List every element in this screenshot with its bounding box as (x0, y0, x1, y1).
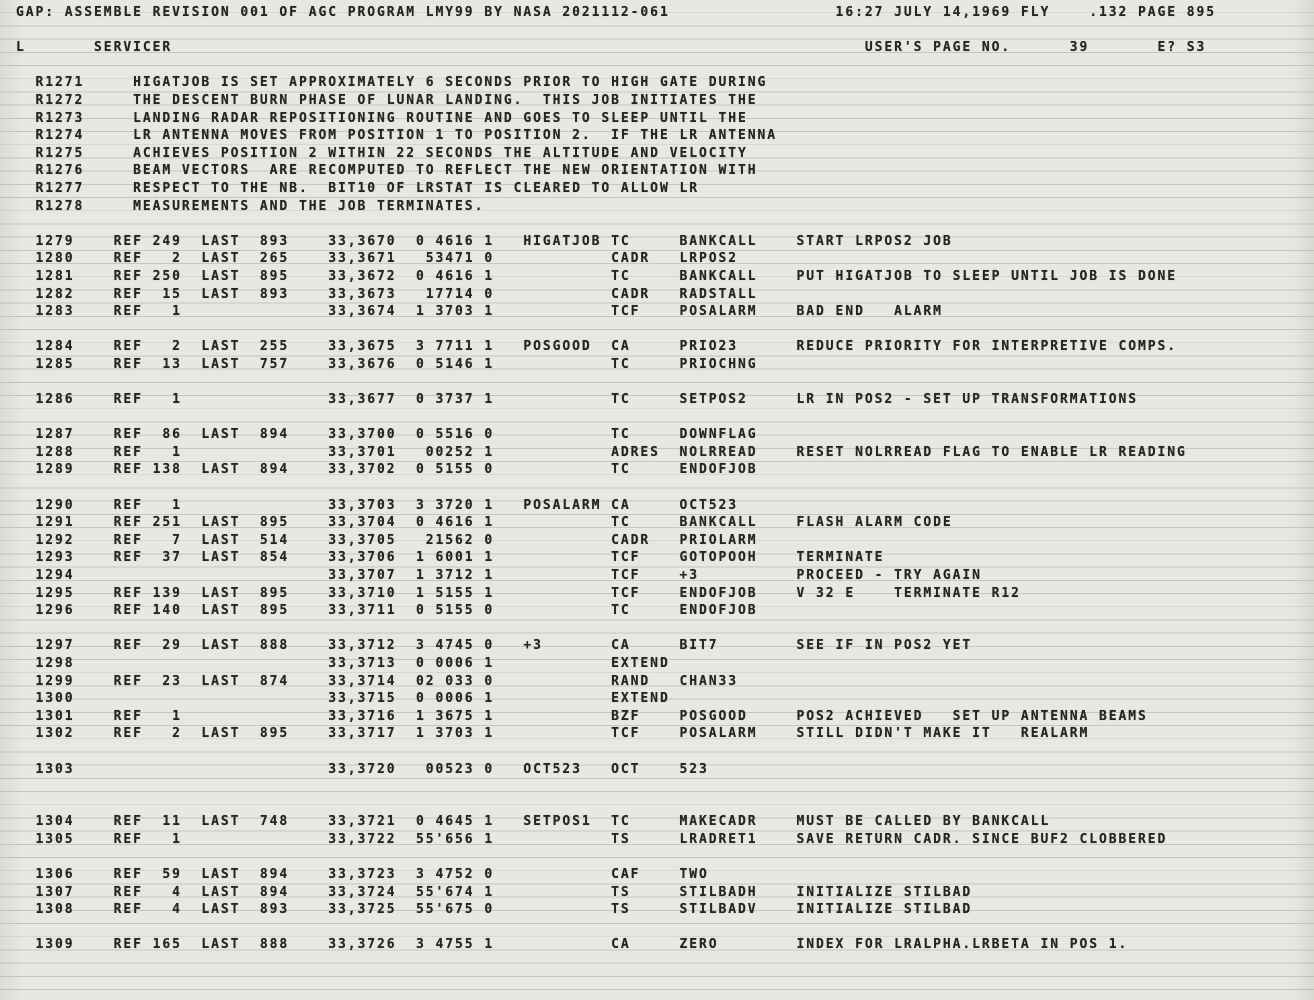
blank-line (16, 22, 1314, 40)
code-line: 1295 REF 139 LAST 895 33,3710 1 5155 1 TCF ENDOFJOB V 32 E TERMINATE R12 (16, 585, 1021, 601)
code-line: 1293 REF 37 LAST 854 33,3706 1 6001 1 TCF GOTOPOOH TERMINATE (16, 550, 885, 566)
code-line: 1282 REF 15 LAST 893 33,3673 17714 0 CADR RADSTALL (16, 286, 758, 302)
blank-line (16, 919, 1314, 937)
code-line: 1297 REF 29 LAST 888 33,3712 3 4745 0 +3 CA BIT7 SEE IF IN POS2 YET (16, 638, 973, 654)
code-line: 1303 33,3720 00523 0 OCT523 OCT 523 (16, 761, 709, 777)
code-line: 1304 REF 11 LAST 748 33,3721 0 4645 1 SETPOS1 TC MAKECADR MUST BE CALLED BY BANKCALL (16, 814, 1051, 830)
blank-line (16, 215, 1314, 233)
code-line: 1281 REF 250 LAST 895 33,3672 0 4616 1 TC BANKCALL PUT HIGATJOB TO SLEEP UNTIL JOB IS DONE (16, 268, 1178, 284)
blank-line (16, 57, 1314, 75)
code-line: 1289 REF 138 LAST 894 33,3702 0 5155 0 TC ENDOFJOB (16, 462, 758, 478)
blank-line (16, 743, 1314, 761)
blank-line (16, 373, 1314, 391)
comment-line: R1278 MEASUREMENTS AND THE JOB TERMINATES. (16, 198, 485, 214)
code-line: 1291 REF 251 LAST 895 33,3704 0 4616 1 TC BANKCALL FLASH ALARM CODE (16, 515, 953, 531)
comment-line: R1271 HIGATJOB IS SET APPROXIMATELY 6 SECONDS PRIOR TO HIGH GATE DURING (16, 75, 768, 91)
header-line-1: GAP: ASSEMBLE REVISION 001 OF AGC PROGRAM LMY99 BY NASA 2021112-061 16:27 JULY 14,1969 FLY .132 PAGE 895 (16, 5, 1217, 20)
code-line: 1308 REF 4 LAST 893 33,3725 55'675 0 TS STILBADV INITIALIZE STILBAD (16, 902, 973, 918)
code-line: 1280 REF 2 LAST 265 33,3671 53471 0 CADR LRPOS2 (16, 251, 738, 267)
code-line: 1298 33,3713 0 0006 1 EXTEND (16, 655, 670, 671)
blank-line (16, 849, 1314, 867)
code-line: 1286 REF 1 33,3677 0 3737 1 TC SETPOS2 LR IN POS2 - SET UP TRANSFORMATIONS (16, 392, 1139, 408)
comment-line: R1274 LR ANTENNA MOVES FROM POSITION 1 TO POSITION 2. IF THE LR ANTENNA (16, 128, 778, 144)
comment-line: R1273 LANDING RADAR REPOSITIONING ROUTINE AND GOES TO SLEEP UNTIL THE (16, 110, 748, 126)
code-line: 1287 REF 86 LAST 894 33,3700 0 5516 0 TC DOWNFLAG (16, 427, 758, 443)
code-line: 1309 REF 165 LAST 888 33,3726 3 4755 1 CA ZERO INDEX FOR LRALPHA.LRBETA IN POS 1. (16, 937, 1129, 953)
code-line: 1300 33,3715 0 0006 1 EXTEND (16, 691, 670, 707)
code-line: 1306 REF 59 LAST 894 33,3723 3 4752 0 CAF TWO (16, 867, 709, 883)
blank-line (16, 479, 1314, 497)
blank-line (16, 321, 1314, 339)
comment-line: R1272 THE DESCENT BURN PHASE OF LUNAR LANDING. THIS JOB INITIATES THE (16, 92, 758, 108)
code-line: 1283 REF 1 33,3674 1 3703 1 TCF POSALARM BAD END ALARM (16, 304, 943, 320)
blank-line (16, 778, 1314, 796)
comment-line: R1275 ACHIEVES POSITION 2 WITHIN 22 SECONDS THE ALTITUDE AND VELOCITY (16, 145, 748, 161)
code-line: 1290 REF 1 33,3703 3 3720 1 POSALARM CA OCT523 (16, 497, 738, 513)
code-line: 1288 REF 1 33,3701 00252 1 ADRES NOLRREAD RESET NOLRREAD FLAG TO ENABLE LR READING (16, 444, 1187, 460)
code-line: 1305 REF 1 33,3722 55'656 1 TS LRADRET1 SAVE RETURN CADR. SINCE BUF2 CLOBBERED (16, 831, 1168, 847)
code-line: 1285 REF 13 LAST 757 33,3676 0 5146 1 TC PRIOCHNG (16, 356, 758, 372)
code-line: 1307 REF 4 LAST 894 33,3724 55'674 1 TS STILBADH INITIALIZE STILBAD (16, 884, 973, 900)
blank-line (16, 620, 1314, 638)
code-line: 1299 REF 23 LAST 874 33,3714 02 033 0 RAND CHAN33 (16, 673, 738, 689)
comment-line: R1277 RESPECT TO THE NB. BIT10 OF LRSTAT IS CLEARED TO ALLOW LR (16, 180, 699, 196)
code-line: 1284 REF 2 LAST 255 33,3675 3 7711 1 POSGOOD CA PRIO23 REDUCE PRIORITY FOR INTERPRETIVE COMPS. (16, 339, 1178, 355)
code-line: 1279 REF 249 LAST 893 33,3670 0 4616 1 HIGATJOB TC BANKCALL START LRPOS2 JOB (16, 233, 953, 249)
code-line: 1301 REF 1 33,3716 1 3675 1 BZF POSGOOD POS2 ACHIEVED SET UP ANTENNA BEAMS (16, 708, 1148, 724)
comment-line: R1276 BEAM VECTORS ARE RECOMPUTED TO REFLECT THE NEW ORIENTATION WITH (16, 163, 758, 179)
blank-line (16, 796, 1314, 814)
header-line-2: L SERVICER USER'S PAGE NO. 39 E? S3 (16, 40, 1207, 56)
code-line: 1296 REF 140 LAST 895 33,3711 0 5155 0 TC ENDOFJOB (16, 603, 758, 619)
code-line: 1302 REF 2 LAST 895 33,3717 1 3703 1 TCF POSALARM STILL DIDN'T MAKE IT REALARM (16, 726, 1090, 742)
code-line: 1294 33,3707 1 3712 1 TCF +3 PROCEED - TRY AGAIN (16, 568, 982, 583)
blank-line (16, 409, 1314, 427)
code-line: 1292 REF 7 LAST 514 33,3705 21562 0 CADR PRIOLARM (16, 532, 758, 548)
